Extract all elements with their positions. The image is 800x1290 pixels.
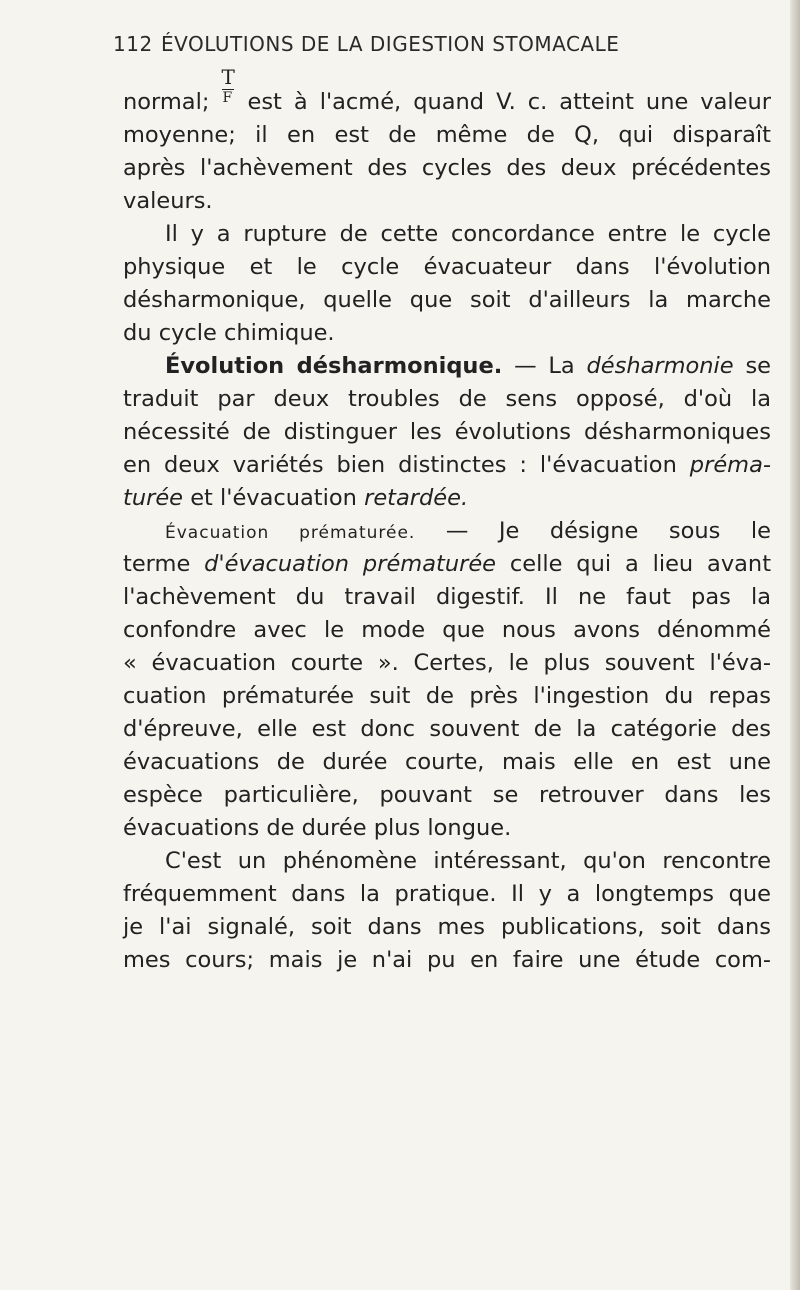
running-title: ÉVOLUTIONS DE LA DIGESTION STOMACALE (161, 32, 620, 56)
page-number: 112 (113, 32, 153, 56)
text-line-27: mes cours; mais je n'ai pu en faire une étude com- (123, 947, 771, 973)
fraction-denominator: F (222, 90, 233, 106)
line-9-dash: — La (514, 353, 575, 379)
text-line-8: du cycle chimique. (123, 320, 335, 346)
text-line-20: d'épreuve, elle est donc souvent de la catégorie des (123, 716, 771, 742)
text-line-23: évacuations de durée plus longue. (123, 815, 512, 841)
text-line-4: valeurs. (123, 188, 213, 214)
text-line-15 (123, 548, 771, 581)
text-line-19: cuation prématurée suit de près l'ingestion du repas (123, 683, 771, 709)
text-line-17: confondre avec le mode que nous avons dénommé (123, 617, 771, 643)
line-15-end: celle qui a lieu avant (509, 551, 772, 577)
text-line-14 (123, 515, 771, 548)
text-line-22: espèce particulière, pouvant se retrouver dans les (123, 782, 771, 808)
fraction-t-over-f (221, 65, 235, 109)
text-line-16: l'achèvement du travail digestif. Il ne faut pas la (123, 584, 771, 610)
line-12-italic: préma- (689, 452, 771, 478)
text-line-24: C'est un phénomène intéressant, qu'on rencontre (165, 848, 771, 874)
section-heading-prematuree: Évacuation prématurée. (165, 523, 416, 543)
text-line-21: évacuations de durée courte, mais elle en est une (123, 749, 771, 775)
fraction-numerator: T (221, 65, 235, 89)
line-15-italic: d'évacuation prématurée (204, 551, 497, 577)
text-line-3: après l'achèvement des cycles des deux précédentes (123, 155, 771, 181)
line-13-italic-1: turée (123, 485, 184, 511)
text-line-1 (123, 65, 772, 119)
text-line-18: « évacuation courte ». Certes, le plus souvent l'éva- (123, 650, 771, 676)
line-9-end: se (745, 353, 772, 379)
line-1-end: est à l'acmé, quand V. c. atteint une valeur (247, 89, 772, 115)
line-12-start: en deux variétés bien distinctes : l'évacuation (123, 452, 677, 478)
text-line-11: nécessité de distinguer les évolutions désharmoniques (123, 419, 771, 445)
text-line-12 (123, 449, 771, 482)
text-line-13 (123, 482, 771, 515)
line-14-rest: — Je désigne sous le (445, 518, 771, 544)
text-line-26: je l'ai signalé, soit dans mes publications, soit dans (123, 914, 771, 940)
text-line-6: physique et le cycle évacuateur dans l'évolution (123, 254, 771, 280)
body-text (123, 65, 772, 977)
text-line-7: désharmonique, quelle que soit d'ailleurs la marche (123, 287, 771, 313)
text-line-2: moyenne; il en est de même de Q, qui disparaît (123, 122, 771, 148)
text-line-9 (123, 350, 771, 383)
running-head (113, 32, 773, 56)
line-13-middle: et l'évacuation (190, 485, 357, 511)
line-13-italic-2: retardée. (364, 485, 469, 511)
section-heading-desharmonique: Évolution désharmonique. (165, 353, 503, 379)
text-line-5: Il y a rupture de cette concordance entre le cycle (165, 221, 771, 247)
page-edge (790, 0, 800, 1290)
line-15-start: terme (123, 551, 191, 577)
line-9-italic: désharmonie (586, 353, 734, 379)
line-1-start: normal; (123, 89, 210, 115)
text-line-10: traduit par deux troubles de sens opposé, d'où la (123, 386, 771, 412)
text-line-25: fréquemment dans la pratique. Il y a longtemps que (123, 881, 771, 907)
